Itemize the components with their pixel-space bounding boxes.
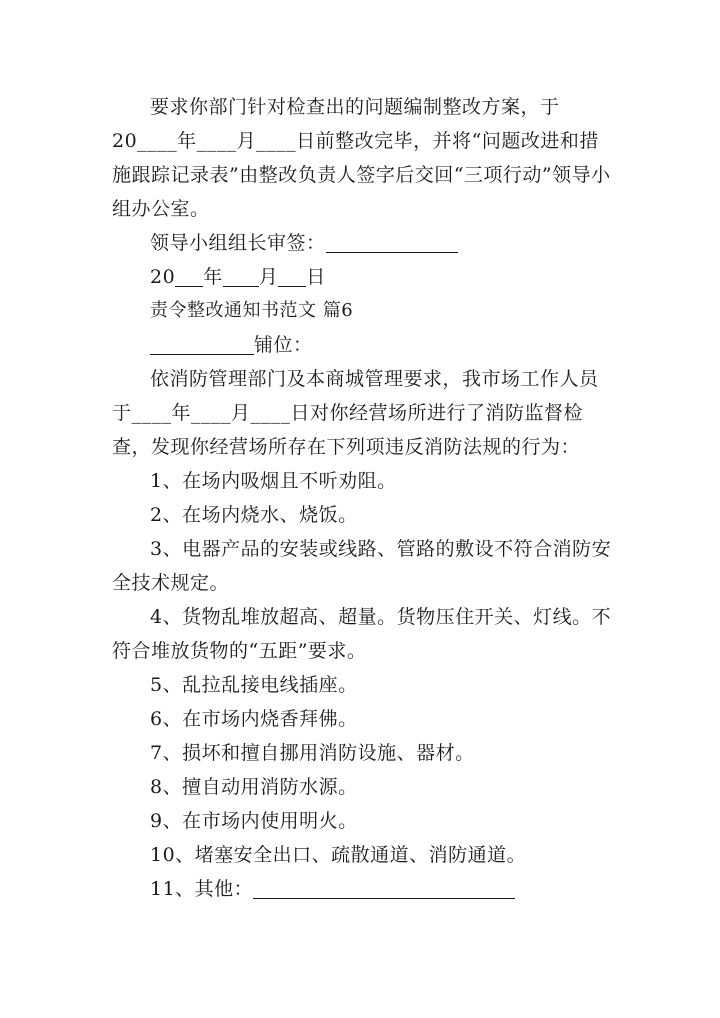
list-item: 4、货物乱堆放超高、超量。货物压住开关、灯线。不符合堆放货物的“五距”要求。	[112, 606, 612, 662]
item-11-label: 11、其他：	[150, 878, 254, 900]
list-item: 1、在场内吸烟且不听劝阻。	[150, 470, 397, 492]
date-line	[150, 260, 326, 294]
signature-blank	[326, 230, 458, 253]
shop-line	[150, 328, 313, 362]
date-prefix: 20	[150, 266, 176, 288]
list-item: 8、擅自动用消防水源。	[150, 776, 358, 798]
shop-label: 铺位：	[254, 334, 313, 356]
year-label: 年	[203, 266, 223, 288]
other-blank	[253, 876, 515, 899]
shop-blank	[150, 332, 254, 355]
month-label: 月	[258, 266, 279, 288]
day-label: 日	[306, 266, 326, 288]
paragraph-inspection: 依消防管理部门及本商城管理要求，我市场工作人员于____年____月____日对你经营场所进行了消防监督检查，发现你经营场所存在下列项违反消防法规的行为：	[112, 368, 599, 458]
list-item: 5、乱拉乱接电线插座。	[150, 674, 358, 696]
paragraph-rectification-request: 要求你部门针对检查出的问题编制整改方案，于20____年____月____日前整改完毕，并将“问题改进和措施跟踪记录表”由整改负责人签字后交回“三项行动”领导小组办公室。	[112, 96, 611, 220]
list-item: 10、堵塞安全出口、疏散通道、消防通道。	[150, 844, 527, 866]
list-item: 9、在市场内使用明火。	[150, 810, 358, 832]
list-item: 6、在市场内烧香拜佛。	[150, 708, 358, 730]
section-heading: 责令整改通知书范文 篇6	[150, 300, 354, 321]
day-blank	[278, 264, 306, 287]
list-item: 2、在场内烧水、烧饭。	[150, 504, 358, 526]
list-item: 7、损坏和擅自挪用消防设施、器材。	[150, 742, 475, 764]
item-11-line	[150, 872, 515, 906]
list-item: 3、电器产品的安装或线路、管路的敷设不符合消防安全技术规定。	[112, 538, 612, 594]
leader-sign-label: 领导小组组长审签：	[150, 232, 326, 254]
leader-sign-line	[150, 226, 458, 260]
month-blank	[223, 264, 259, 287]
year-blank	[175, 264, 203, 287]
